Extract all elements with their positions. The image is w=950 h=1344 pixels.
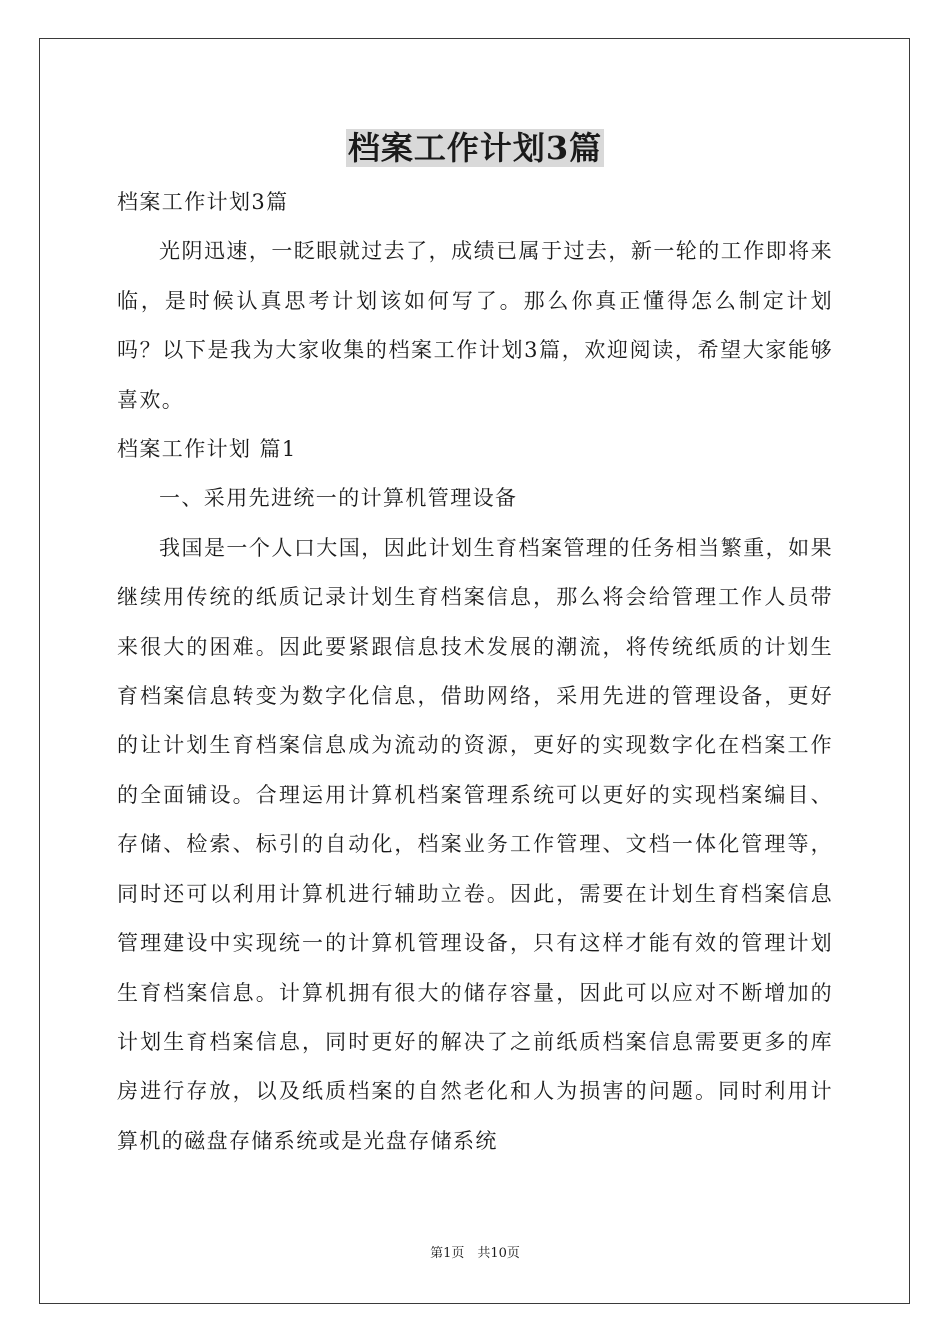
body-paragraph: 我国是一个人口大国，因此计划生育档案管理的任务相当繁重，如果继续用传统的纸质记录计划生育档案信息，那么将会给管理工作人员带来很大的困难。因此要紧跟信息技术发展的潮流，将传统纸质的计划生育档案信息转变为数字化信息，借助网络，采用先进的管理设备，更好的让计划生育档案信息成为流动的资源，更好的实现数字化在档案工作的全面铺设。合理运用计算机档案管理系统可以更好的实现档案编目、存储、检索、标引的自动化，档案业务工作管理、文档一体化管理等，同时还可以利用计算机进行辅助立卷。因此，需要在计划生育档案信息管理建设中实现统一的计算机管理设备，只有这样才能有效的管理计划生育档案信息。计算机拥有很大的储存容量，因此可以应对不断增加的计划生育档案信息，同时更好的解决了之前纸质档案信息需要更多的库房进行存放，以及纸质档案的自然老化和人为损害的问题。同时利用计算机的磁盘存储系统或是光盘存储系统 xyxy=(117,535,833,1153)
document-title-text: 档案工作计划3篇 xyxy=(347,129,603,167)
page-footer xyxy=(0,1244,950,1264)
document-body xyxy=(117,178,833,1166)
intro-paragraph: 光阴迅速，一眨眼就过去了，成绩已属于过去，新一轮的工作即将来临，是时候认真思考计划该如何写了。那么你真正懂得怎么制定计划吗？以下是我为大家收集的档案工作计划3篇，欢迎阅读，希望大家能够喜欢。 xyxy=(117,239,833,412)
page-number: 第1页 共10页 xyxy=(430,1246,520,1261)
section-heading: 档案工作计划 篇1 xyxy=(117,437,297,462)
document-title xyxy=(0,126,950,170)
subtitle-line: 档案工作计划3篇 xyxy=(117,190,289,214)
subsection-heading: 一、采用先进统一的计算机管理设备 xyxy=(159,486,518,511)
